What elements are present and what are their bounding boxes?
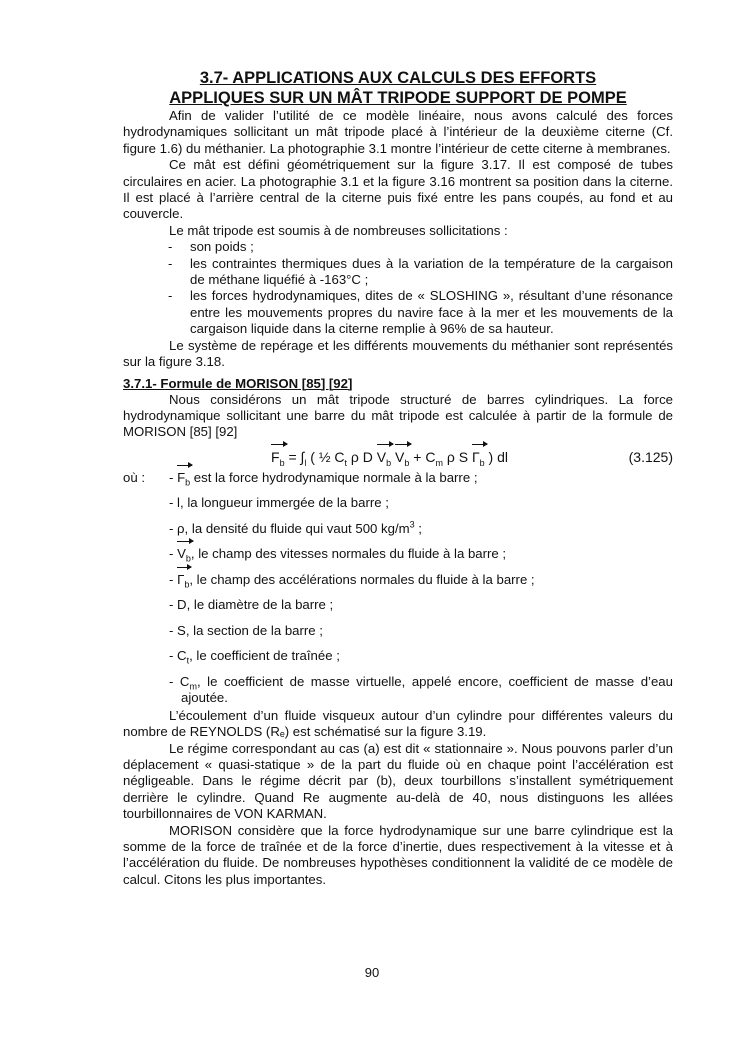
section-heading: 3.7.1- Formule de MORISON [85] [92] bbox=[123, 375, 353, 391]
definition-cm: - $C_m$, le coefficient de masse virtuelle, appelé encore, coefficient de masse d’eau ajoutée. bbox=[169, 673, 673, 705]
page-number: 90 bbox=[364, 965, 380, 980]
intro-paragraph-2: Ce mât est défini géométriquement sur la figure 3.17. Il est composé de tubes circulaires en acier. La photographie 3.1 et la figure 3.16 montrent sa position dans la citerne. Il est placé à l’arrière central de la citerne puis fixé entre les pans coupés, au fond et au couvercle. bbox=[123, 157, 673, 222]
intro-paragraph-1: Afin de valider l’utilité de ce modèle linéaire, nous avons calculé des forces hydrodynamiques sollicitant un mât tripode placé à l’intérieur de la deuxième citerne (Cf. figure 1.6) du méthanier. La photographie 3.1 montre l’intérieur de cette citerne à membranes. bbox=[123, 108, 673, 156]
definition-rho: - ρ, la densité du fluide qui vaut 500 $kg/m^3$ ; bbox=[169, 519, 422, 536]
solicitation-list bbox=[123, 239, 673, 337]
formula-expression: $F_b = \int_l$ ( ½ $C_t$ ρ D $V_b$ $V_b + C_m$ ρ S $\Gamma_b$ ) dl bbox=[271, 448, 509, 468]
section-paragraph-4: MORISON considère que la force hydrodynamique sur une barre cylindrique est la somme de la force de traînée et de la force d’inertie, dues respectivement à la vitesse et à l’accélération du fluide. De nombreuses hypothèses conditionnent la validité de ce modèle de calcul. Citons les plus importantes. bbox=[123, 822, 673, 887]
where-label: où : bbox=[123, 469, 145, 485]
page-title-line-1: 3.7- APPLICATIONS AUX CALCULS DES EFFORTS bbox=[199, 69, 597, 87]
definition-gb: - $\Gamma_b$, le champ des accélérations normales du fluide à la barre ; bbox=[169, 571, 535, 590]
section-paragraph-3: Le régime correspondant au cas (a) est dit « stationnaire ». Nous pouvons parler d’un déplacement « quasi-statique » de la part du fluide où en chaque point l’accélération est négligeable. Dans le régime décrit par (b), deux tourbillons s’installent symétriquement derrière le cylindre. Quand Re augmente au-delà de 40, nous distinguons les allées tourbillonnaires de VON KARMAN. bbox=[123, 740, 673, 822]
page-title-line-2: APPLIQUES SUR UN MÂT TRIPODE SUPPORT DE POMPE bbox=[169, 89, 627, 107]
definition-fb: - $F_b$ est la force hydrodynamique normale à la barre ; bbox=[169, 469, 478, 488]
variable-definitions bbox=[123, 470, 673, 706]
morison-formula bbox=[123, 447, 673, 469]
intro-paragraph-3: Le mât tripode est soumis à de nombreuses sollicitations : bbox=[169, 222, 508, 238]
list-item: - son poids ; bbox=[168, 239, 673, 255]
definition-ct: - $C_t$, le coefficient de traînée ; bbox=[169, 648, 340, 666]
definition-vb: - $V_b$, le champ des vitesses normales du fluide à la barre ; bbox=[169, 546, 507, 564]
list-item: - les contraintes thermiques dues à la variation de la température de la cargaison de méthane liquéfié à -163°C ; bbox=[168, 256, 673, 289]
section-paragraph-2: L’écoulement d’un fluide visqueux autour d’un cylindre pour différentes valeurs du nombre de REYNOLDS (Rₑ) est schématisé sur la figure 3.19. bbox=[123, 707, 673, 740]
intro-paragraph-4: Le système de repérage et les différents mouvements du méthanier sont représentés sur la figure 3.18. bbox=[123, 337, 673, 370]
definition-d: - D, le diamètre de la barre ; bbox=[169, 597, 334, 613]
section-paragraph-1: Nous considérons un mât tripode structuré de barres cylindriques. La force hydrodynamique sollicitant une barre du mât tripode est calculée à partir de la formule de MORISON [85] [92] bbox=[123, 391, 673, 440]
definition-s: - S, la section de la barre ; bbox=[169, 622, 323, 638]
list-item: - les forces hydrodynamiques, dites de « SLOSHING », résultant d’une résonance entre les mouvements propres du navire face à la mer et les mouvements de la cargaison liquide dans la citerne remplie à 96% de sa hauteur. bbox=[168, 288, 673, 337]
document-page bbox=[123, 68, 673, 888]
formula-number: (3.125) bbox=[628, 448, 673, 465]
definition-l: - l, la longueur immergée de la barre ; bbox=[169, 495, 389, 511]
